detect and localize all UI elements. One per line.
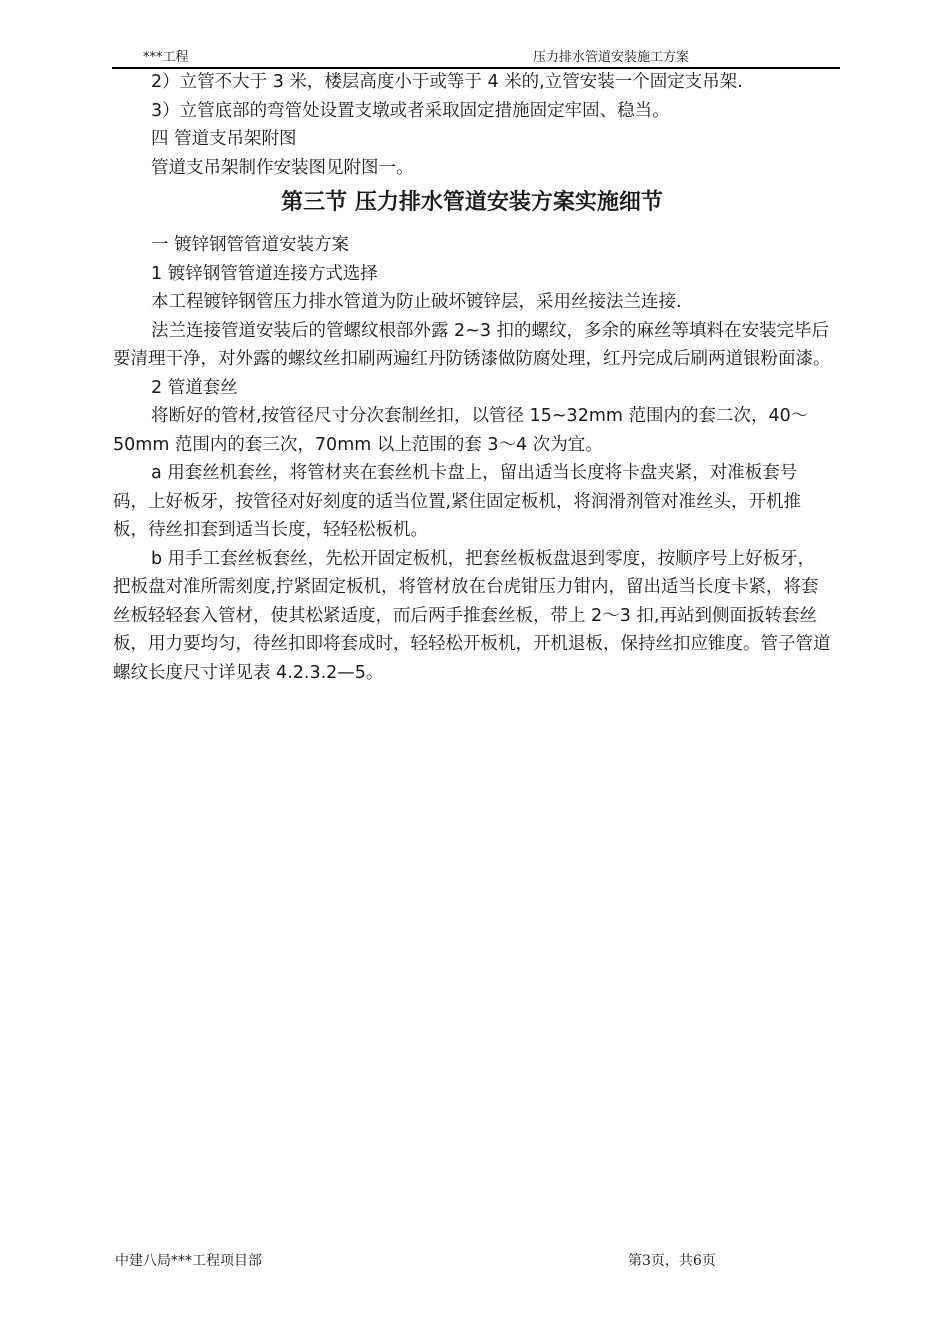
paragraph-riser-base: 3）立管底部的弯管处设置支墩或者采取固定措施固定牢固、稳当。	[151, 100, 670, 121]
paragraph-support-drawing: 管道支吊架制作安装图见附图一。	[151, 157, 414, 178]
page-body	[113, 68, 831, 687]
header-project-name: ***工程	[143, 50, 189, 65]
section-heading: 第三节 压力排水管道安装方案实施细节	[281, 190, 663, 215]
paragraph-manual-threading: b 用手工套丝板套丝，先松开固定板机，把套丝板板盘退到零度，按顺序号上好板牙，把板盘对准所需刻度,拧紧固定板机，将管材放在台虎钳压力钳内，留出适当长度卡紧，将套丝板轻轻套入管材，使其松紧适度，而后两手推套丝板，带上 2～3 扣,再站到侧面扳转套丝板，用力要均匀，待丝扣即将套成时，轻轻松开板机，开机退板，保持丝扣应锥度。管子管道螺纹长度尺寸详见表 4.2.3.2—5。	[113, 548, 831, 683]
paragraph-riser-support: 2）立管不大于 3 米，楼层高度小于或等于 4 米的,立管安装一个固定支吊架.	[151, 72, 743, 92]
subsection-title-connection: 1 镀锌钢管管道连接方式选择	[151, 263, 378, 284]
header-document-title: 压力排水管道安装施工方案	[533, 50, 690, 65]
paragraph-connection-method: 本工程镀锌钢管压力排水管道为防止破坏镀锌层，采用丝接法兰连接.	[151, 292, 682, 312]
paragraph-threading-passes: 将断好的管材,按管径尺寸分次套制丝扣，以管径 15~32mm 范围内的套二次，40～50mm 范围内的套三次，70mm 以上范围的套 3～4 次为宜。	[113, 406, 809, 455]
footer-organization: 中建八局***工程项目部	[115, 1253, 262, 1269]
section-title-support-drawing: 四 管道支吊架附图	[151, 129, 297, 149]
paragraph-flange-connection: 法兰连接管道安装后的管螺纹根部外露 2~3 扣的螺纹，多余的麻丝等填料在安装完毕后要清理干净，对外露的螺纹丝扣刷两遍红丹防锈漆做防腐处理，红丹完成后刷两道银粉面漆。	[113, 320, 831, 369]
subsection-title-galvanized: 一 镀锌钢管管道安装方案	[151, 235, 350, 255]
paragraph-machine-threading: a 用套丝机套丝，将管材夹在套丝机卡盘上，留出适当长度将卡盘夹紧，对准板套号码，上好板牙，按管径对好刻度的适当位置,紧住固定板机，将润滑剂管对准丝头，开机推板，待丝扣套到适当长度，轻轻松板机。	[113, 463, 802, 540]
subsection-title-threading: 2 管道套丝	[151, 377, 238, 398]
footer-page-number: 第3页，共6页	[628, 1253, 716, 1269]
